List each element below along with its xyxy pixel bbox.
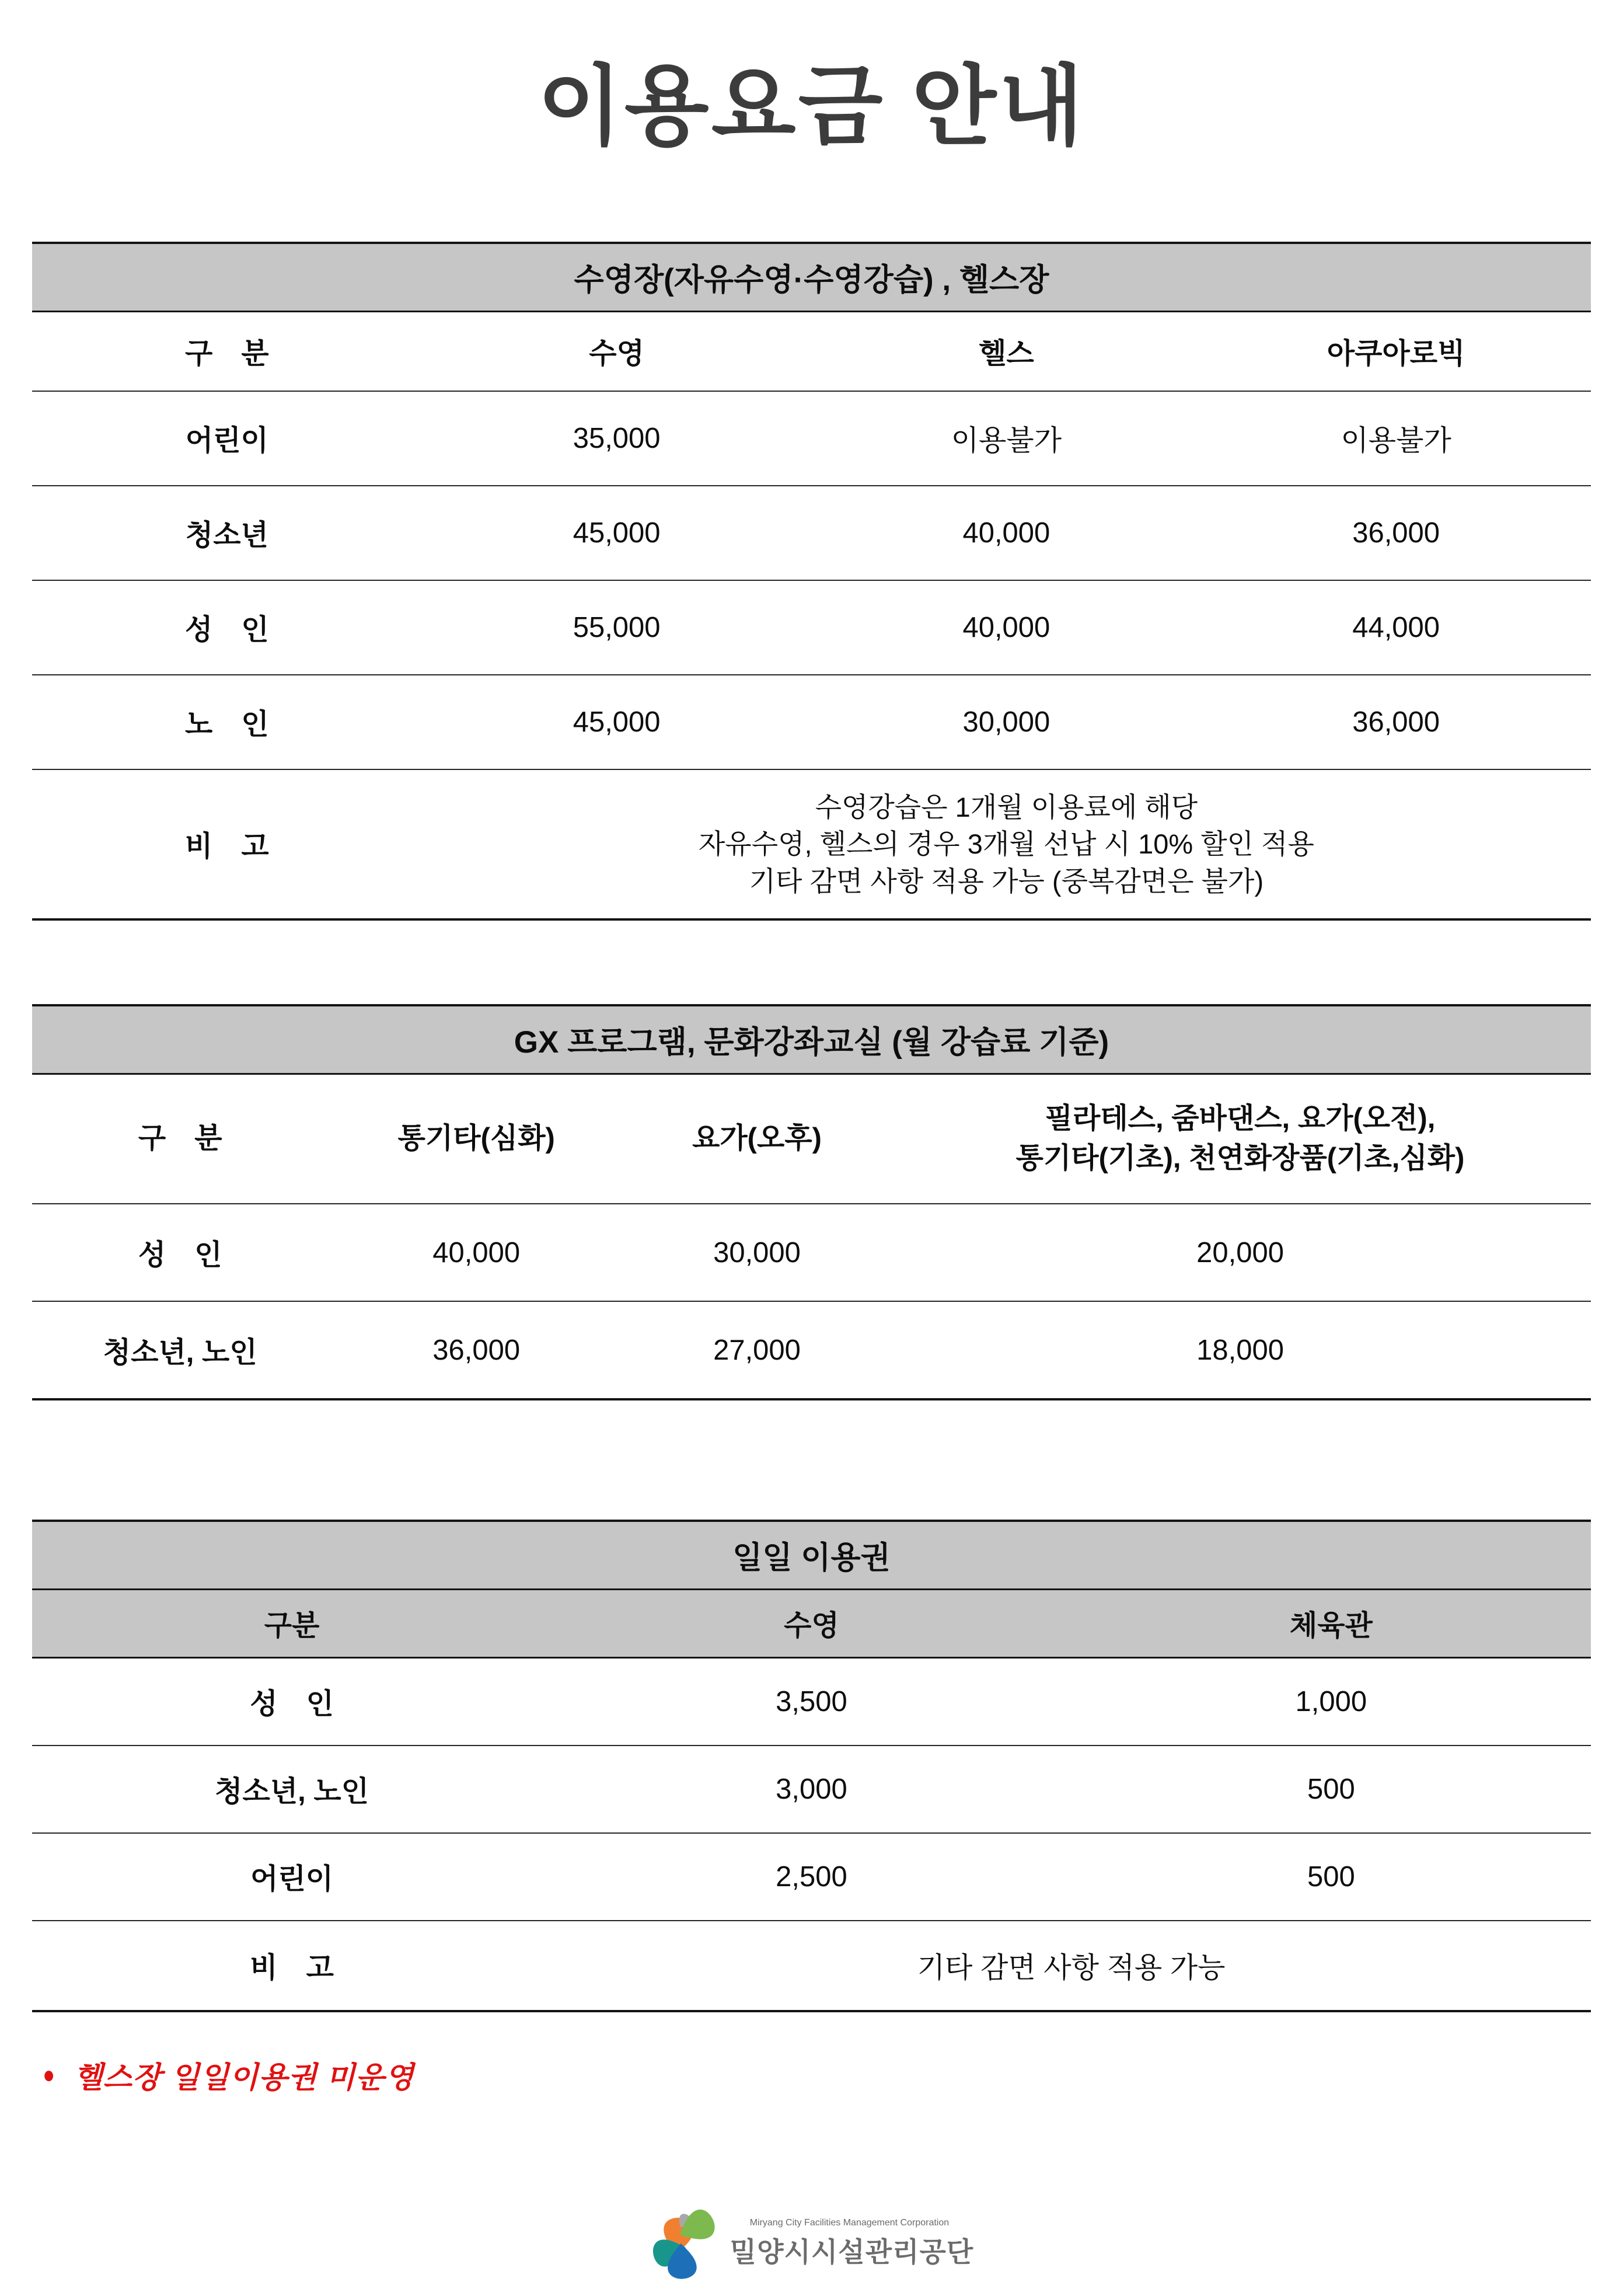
fee-value: 36,000 <box>1201 486 1591 580</box>
fee-value: 36,000 <box>1201 675 1591 769</box>
remark-label: 비 고 <box>32 1921 552 2011</box>
table-row <box>32 486 1591 580</box>
table-title: 수영장(자유수영·수영강습) , 헬스장 <box>32 243 1591 312</box>
footnote-text: 헬스장 일일이용권 미운영 <box>74 2061 414 2094</box>
logo-name-korean: 밀양시시설관리공단 <box>730 2236 974 2267</box>
footnote <box>41 2053 1591 2096</box>
pinwheel-flower-logo-icon <box>650 2205 722 2282</box>
table-title: 일일 이용권 <box>32 1521 1591 1590</box>
fee-value: 20,000 <box>889 1204 1591 1301</box>
table-title-row <box>32 1005 1591 1074</box>
fee-value: 500 <box>1071 1833 1591 1921</box>
column-header: 수영 <box>422 312 812 392</box>
column-header: 체육관 <box>1071 1590 1591 1658</box>
row-label: 청소년 <box>32 486 422 580</box>
fee-value: 55,000 <box>422 580 812 675</box>
fee-value: 40,000 <box>812 580 1202 675</box>
row-label: 청소년, 노인 <box>32 1745 552 1833</box>
fee-value: 30,000 <box>812 675 1202 769</box>
row-label: 성 인 <box>32 1658 552 1746</box>
fee-value: 45,000 <box>422 675 812 769</box>
fee-value: 3,500 <box>552 1658 1071 1746</box>
fee-value: 이용불가 <box>812 391 1202 486</box>
column-header-row <box>32 312 1591 392</box>
fee-value: 이용불가 <box>1201 391 1591 486</box>
poster <box>32 0 1591 2282</box>
table-row <box>32 675 1591 769</box>
remark-line: 수영강습은 1개월 이용료에 해당 <box>815 791 1198 823</box>
page-title: 이용요금 안내 <box>537 57 1086 155</box>
table-row <box>32 580 1591 675</box>
column-header: 구 분 <box>32 312 422 392</box>
column-header: 헬스 <box>812 312 1202 392</box>
fee-value: 36,000 <box>328 1301 624 1399</box>
remark-content <box>422 769 1591 919</box>
remark-content: 기타 감면 사항 적용 가능 <box>552 1921 1591 2011</box>
fee-value: 3,000 <box>552 1745 1071 1833</box>
row-label: 성 인 <box>32 1204 328 1301</box>
table-row <box>32 1658 1591 1746</box>
fee-value: 35,000 <box>422 391 812 486</box>
remark-line: 기타 감면 사항 적용 가능 (중복감면은 불가) <box>749 865 1264 897</box>
table-title-row <box>32 243 1591 312</box>
bullet-icon: ● <box>43 2061 55 2088</box>
fee-value: 2,500 <box>552 1833 1071 1921</box>
organization-logo <box>32 2205 1591 2282</box>
column-header: 통기타(심화) <box>328 1074 624 1204</box>
fee-value: 30,000 <box>624 1204 889 1301</box>
row-label: 성 인 <box>32 580 422 675</box>
column-header: 구분 <box>32 1590 552 1658</box>
column-header-line: 통기타(기초), 천연화장품(기초,심화) <box>1015 1142 1465 1174</box>
remark-row <box>32 769 1591 919</box>
fee-value: 500 <box>1071 1745 1591 1833</box>
table-title: GX 프로그램, 문화강좌교실 (월 강습료 기준) <box>32 1005 1591 1074</box>
table-title-row <box>32 1521 1591 1590</box>
logo-text <box>730 2218 974 2270</box>
table-row <box>32 391 1591 486</box>
column-header <box>889 1074 1591 1204</box>
pool-gym-fee-table <box>32 242 1591 921</box>
column-header-row <box>32 1074 1591 1204</box>
fee-value: 27,000 <box>624 1301 889 1399</box>
row-label: 노 인 <box>32 675 422 769</box>
row-label: 청소년, 노인 <box>32 1301 328 1399</box>
row-label: 어린이 <box>32 391 422 486</box>
fee-value: 40,000 <box>812 486 1202 580</box>
column-header-row <box>32 1590 1591 1658</box>
table-row <box>32 1301 1591 1399</box>
table-row <box>32 1833 1591 1921</box>
table-row <box>32 1745 1591 1833</box>
table-row <box>32 1204 1591 1301</box>
column-header-line: 필라테스, 줌바댄스, 요가(오전), <box>1045 1103 1436 1135</box>
remark-label: 비 고 <box>32 769 422 919</box>
fee-value: 40,000 <box>328 1204 624 1301</box>
fee-value: 18,000 <box>889 1301 1591 1399</box>
gx-program-fee-table <box>32 1004 1591 1400</box>
daily-pass-fee-table <box>32 1520 1591 2012</box>
row-label: 어린이 <box>32 1833 552 1921</box>
remark-line: 자유수영, 헬스의 경우 3개월 선납 시 10% 할인 적용 <box>698 828 1314 860</box>
remark-row <box>32 1921 1591 2011</box>
logo-name-english: Miryang City Facilities Management Corporation <box>749 2217 950 2228</box>
column-header: 수영 <box>552 1590 1071 1658</box>
column-header: 아쿠아로빅 <box>1201 312 1591 392</box>
column-header: 요가(오후) <box>624 1074 889 1204</box>
fee-value: 1,000 <box>1071 1658 1591 1746</box>
column-header: 구 분 <box>32 1074 328 1204</box>
fee-value: 44,000 <box>1201 580 1591 675</box>
fee-value: 45,000 <box>422 486 812 580</box>
